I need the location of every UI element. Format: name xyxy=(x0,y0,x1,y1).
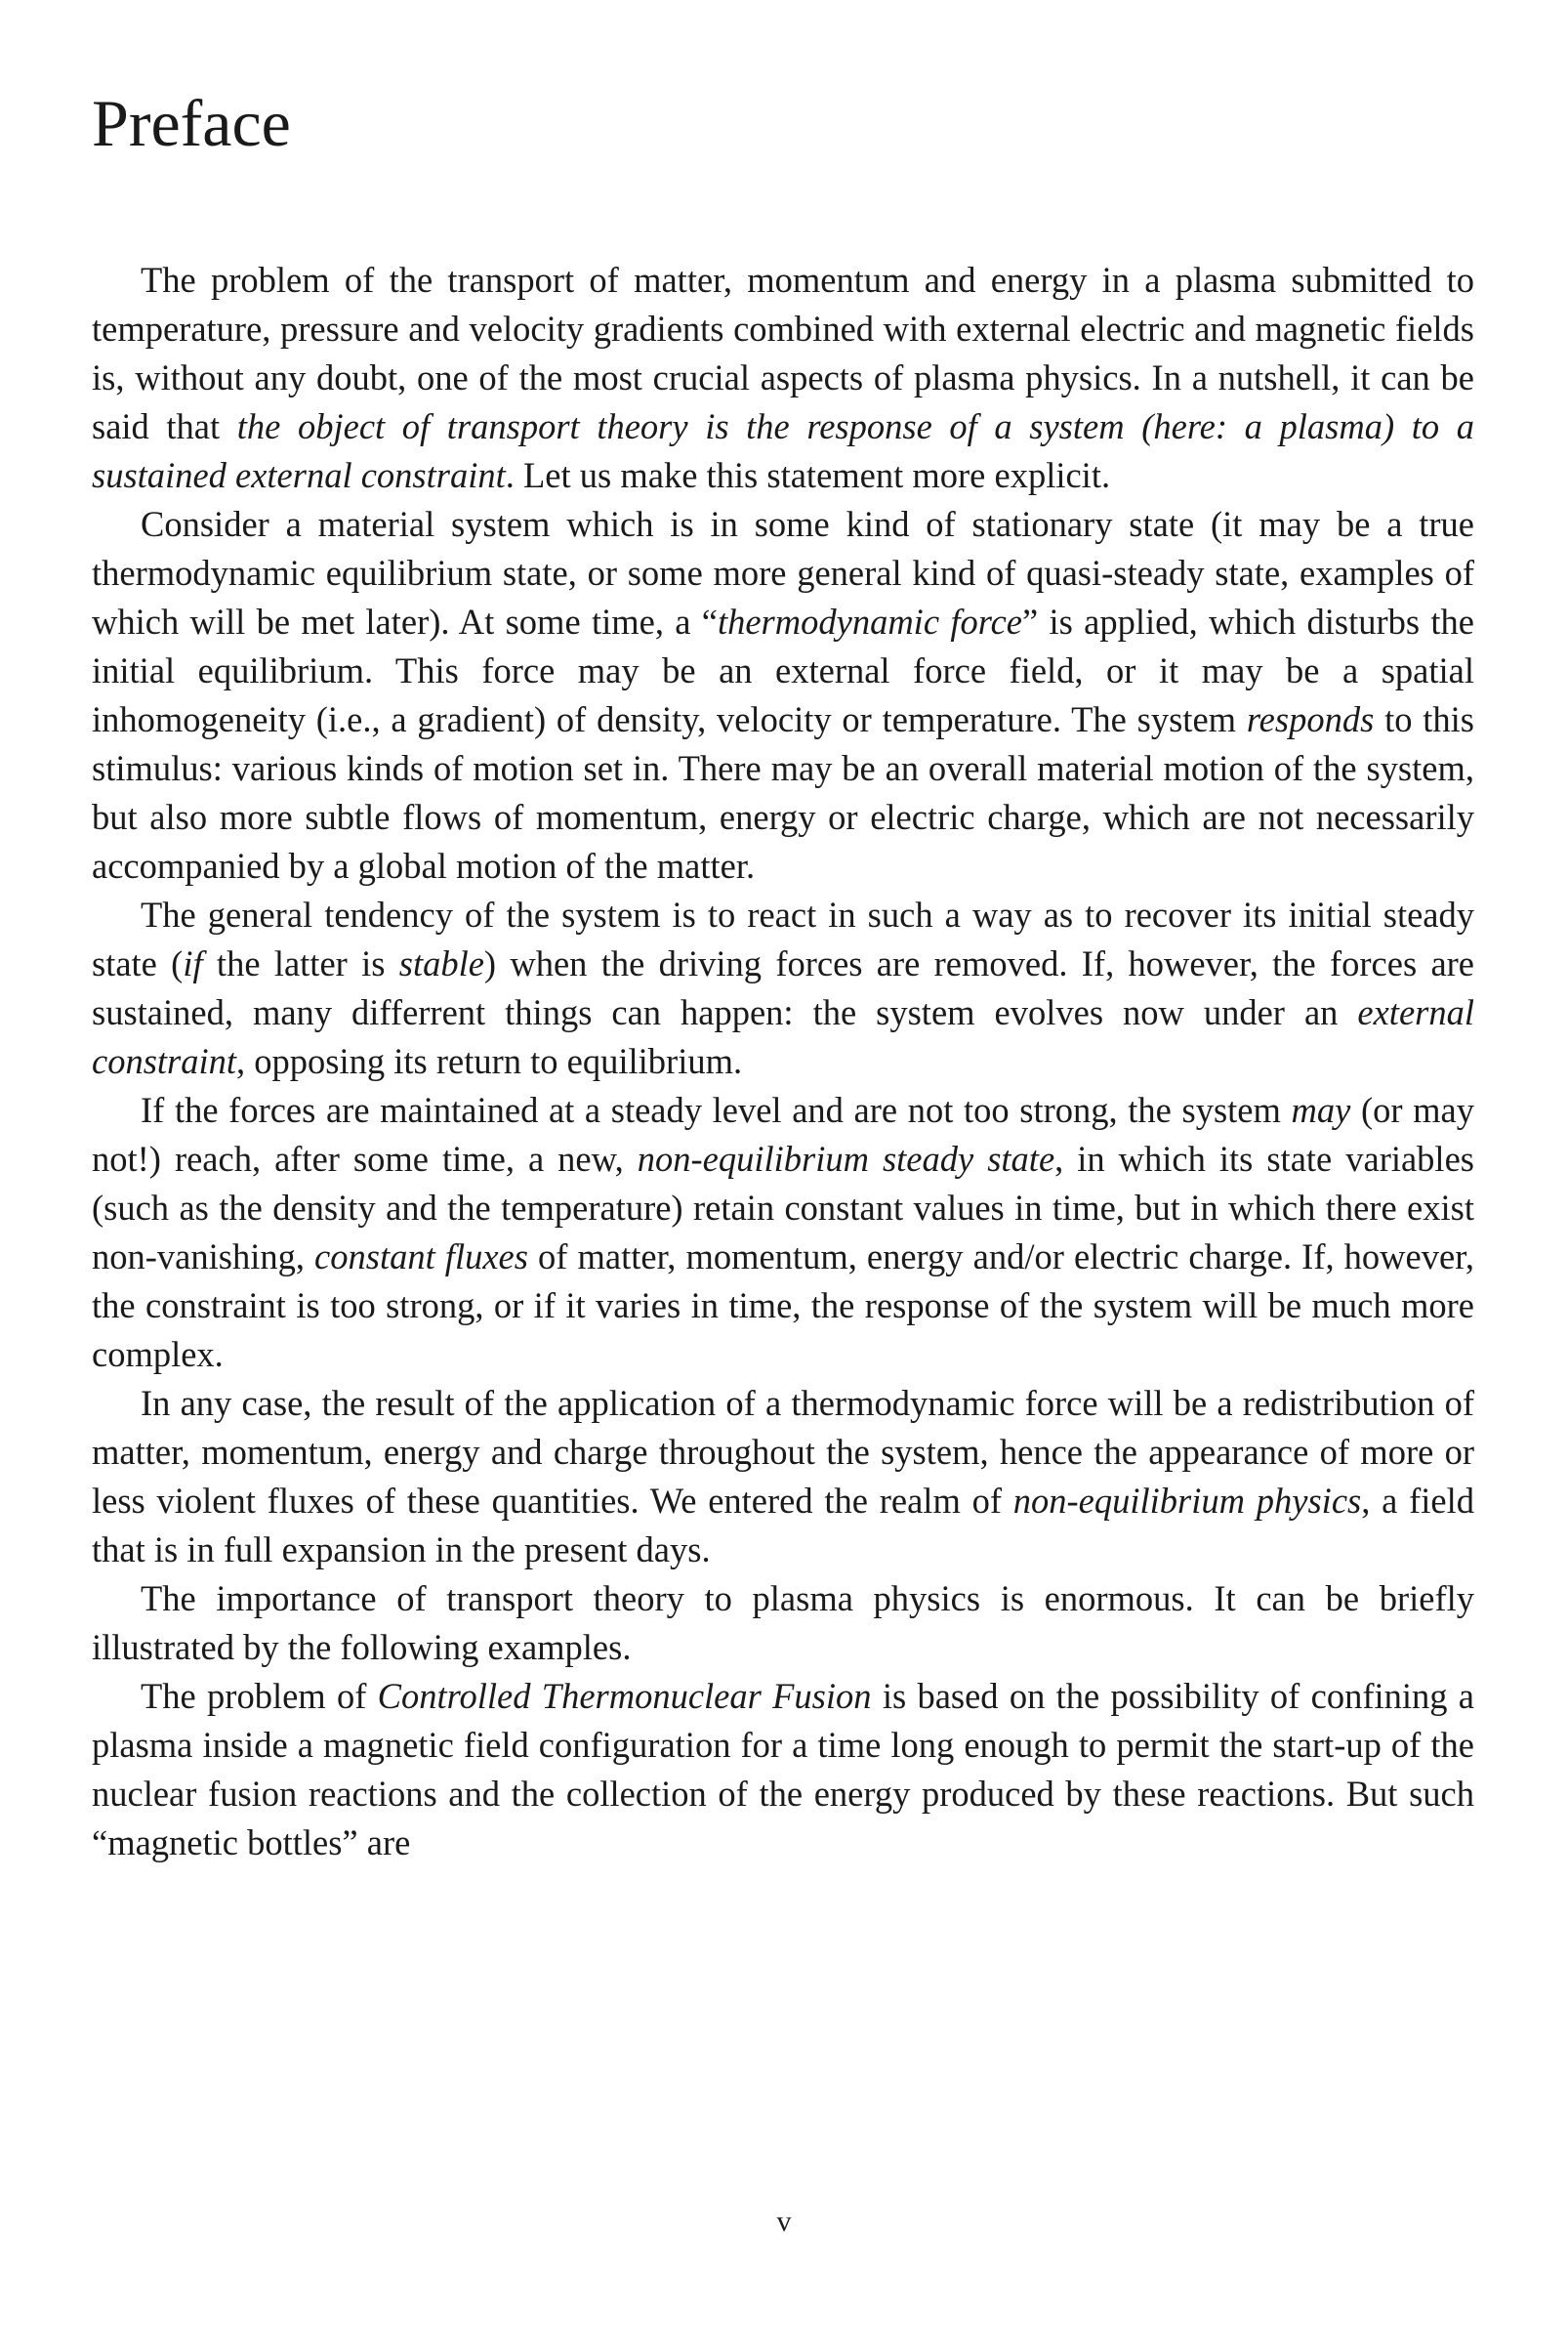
italic-run: thermodynamic force xyxy=(717,602,1022,642)
page-number: v xyxy=(776,2205,792,2237)
text-run: is based on the possibility of confining a plasma inside a magnetic field configuration for a time long enough to permit the start-up of the nuclear fusion reactions and the collection of the energy produced by these reactions. But such “magnetic bottles” are xyxy=(92,1676,1474,1862)
text-run: , in which its state variables (such as the density and the temperature) retain constant values in time, but in which there exist non-vanishing, xyxy=(92,1139,1474,1276)
text-run: the latter is xyxy=(202,943,399,983)
text-run: The problem of the transport of matter, momentum and energy in a plasma submitted to temperature, pressure and velocity gradients combined with external electric and magnetic fields is, without any doubt, one of the most crucial aspects of plasma physics. In a nutshell, it can be said that xyxy=(92,260,1474,446)
italic-run: non-equilibrium steady state xyxy=(637,1139,1055,1179)
text-run: In any case, the result of the application of a thermodynamic force will be a redistribution of matter, momentum, energy and charge throughout the system, hence the appearance of more or less violent fluxes of these quantities. We entered the realm of xyxy=(92,1383,1474,1521)
italic-run: the object of transport theory is the response of a system (here: a plasma) to a sustained external constraint xyxy=(92,406,1474,495)
text-run: The general tendency of the system is to react in such a way as to recover its initial steady state ( xyxy=(92,895,1474,983)
text-run: of matter, momentum, energy and/or electric charge. If, however, the constraint is too strong, or if it varies in time, the response of the system will be much more complex. xyxy=(92,1236,1475,1374)
body-text xyxy=(92,256,1474,1867)
italic-run: stable xyxy=(398,943,484,983)
italic-run: constant fluxes xyxy=(314,1236,528,1276)
paragraph xyxy=(92,891,1474,1086)
text-run: , a field that is in full expansion in the present days. xyxy=(92,1481,1474,1569)
paragraph xyxy=(92,1672,1474,1867)
text-run: The problem of xyxy=(141,1676,378,1716)
text-run: The importance of transport theory to plasma physics is enormous. It can be briefly illustrated by the following examples. xyxy=(92,1578,1474,1667)
paragraph xyxy=(92,500,1474,891)
paragraph xyxy=(92,1574,1474,1672)
italic-run: responds xyxy=(1246,699,1375,739)
text-run: ” is applied, which disturbs the initial equilibrium. This force may be an external force field, or it may be a spatial inhomogeneity (i.e., a gradient) of density, velocity or temperature. The system xyxy=(92,602,1475,739)
text-run: (or may not!) reach, after some time, a new, xyxy=(92,1090,1474,1179)
italic-run: external constraint xyxy=(92,992,1474,1081)
italic-run: Controlled Thermonuclear Fusion xyxy=(377,1676,872,1716)
paragraph xyxy=(92,256,1474,500)
italic-run: may xyxy=(1291,1090,1351,1130)
text-run: to this stimulus: various kinds of motion set in. There may be an overall material motion of the system, but also more subtle flows of momentum, energy or electric charge, which are not necessarily accompanied by a global motion of the matter. xyxy=(92,699,1474,886)
italic-run: if xyxy=(183,943,203,983)
paragraph xyxy=(92,1086,1474,1379)
text-run: If the forces are maintained at a steady level and are not too strong, the system xyxy=(141,1090,1292,1130)
italic-run: non-equilibrium physics xyxy=(1012,1481,1362,1521)
page-title: Preface xyxy=(92,86,291,160)
text-run: ) when the driving forces are removed. If, however, the forces are sustained, many differrent things can happen: the system evolves now under an xyxy=(92,943,1475,1032)
text-run: . Let us make this statement more explicit. xyxy=(505,455,1111,495)
paragraph xyxy=(92,1379,1474,1574)
text-run: Consider a material system which is in some kind of stationary state (it may be a true thermodynamic equilibrium state, or some more general kind of quasi-steady state, examples of which will be met later). At some time, a “ xyxy=(92,504,1474,642)
text-run: , opposing its return to equilibrium. xyxy=(236,1041,743,1081)
